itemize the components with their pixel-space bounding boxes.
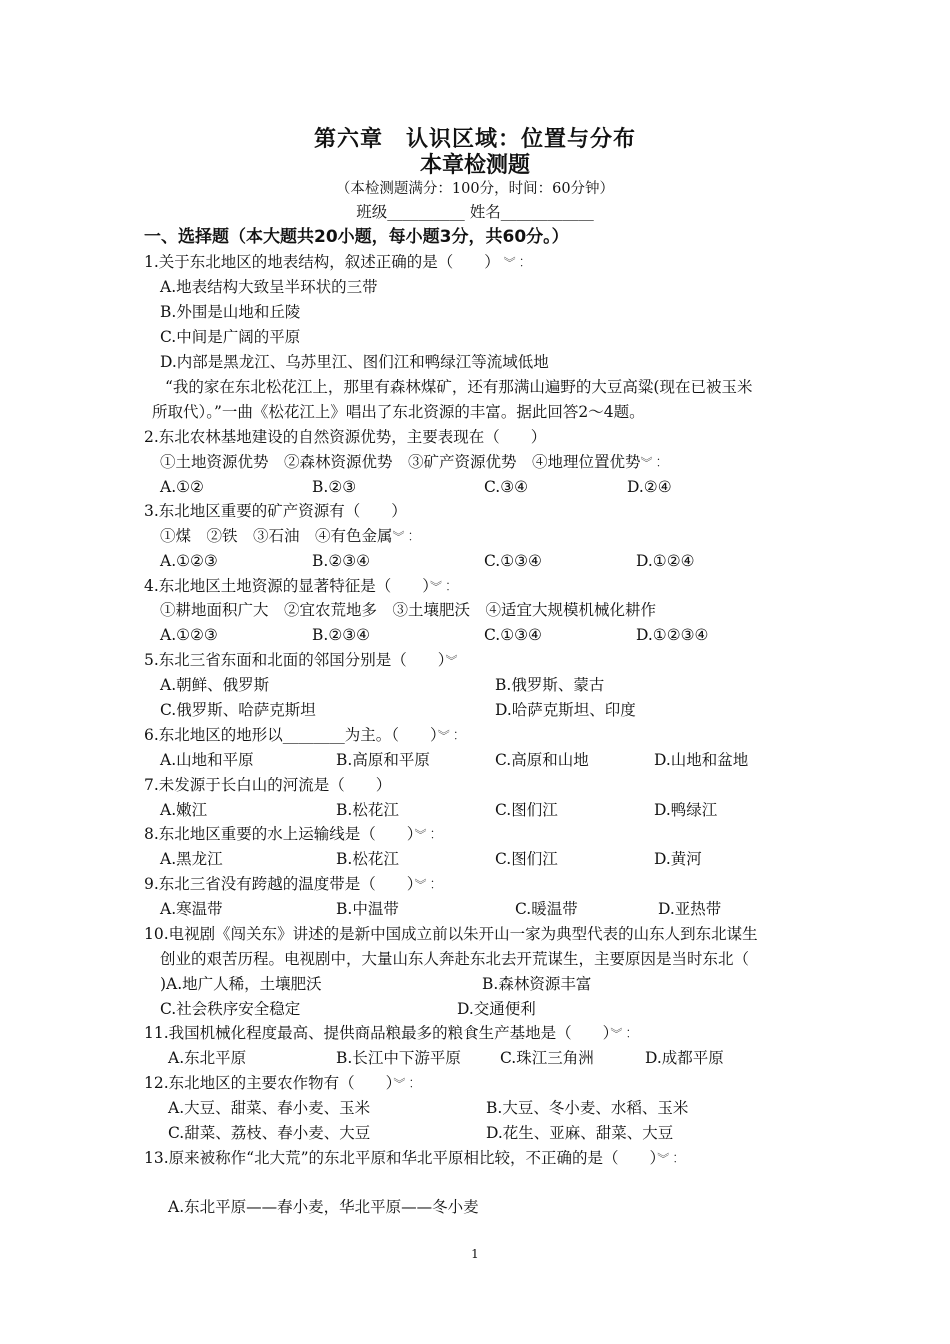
- q10-option-b: B.森林资源丰富: [482, 975, 592, 993]
- q3-option-a: A.①②③: [160, 552, 218, 570]
- q5-option-a: A.朝鲜、俄罗斯: [160, 676, 270, 694]
- question-2: 2.东北农林基地建设的自然资源优势，主要表现在（ ）: [144, 428, 547, 446]
- question-4: 4.东北地区土地资源的显著特征是（ ）︾︰: [144, 577, 455, 595]
- q5-option-d: D.哈萨克斯坦、印度: [495, 701, 636, 719]
- q1-option-b: B.外围是山地和丘陵: [160, 303, 301, 321]
- question-5: 5.东北三省东面和北面的邻国分别是（ ）︾: [144, 651, 458, 669]
- q2-items: ①土地资源优势 ②森林资源优势 ③矿产资源优势 ④地理位置优势︾︰: [160, 453, 665, 471]
- q6-option-a: A.山地和平原: [160, 751, 254, 769]
- question-6: 6.东北地区的地形以________为主。（ ）︾︰: [144, 726, 462, 744]
- q6-option-d: D.山地和盆地: [654, 751, 749, 769]
- q4-option-a: A.①②③: [160, 626, 218, 644]
- q5-option-b: B.俄罗斯、蒙古: [495, 676, 605, 694]
- q2-option-a: A.①②: [160, 478, 204, 496]
- q9-option-b: B.中温带: [336, 900, 399, 918]
- q3-items: ①煤 ②铁 ③石油 ④有色金属︾︰: [160, 527, 417, 545]
- q3-option-c: C.①③④: [484, 552, 542, 570]
- q11-option-b: B.长江中下游平原: [336, 1049, 461, 1067]
- q12-option-b: B.大豆、冬小麦、水稻、玉米: [486, 1099, 689, 1117]
- question-8: 8.东北地区重要的水上运输线是（ ）︾︰: [144, 825, 439, 843]
- q5-option-c: C.俄罗斯、哈萨克斯坦: [160, 701, 316, 719]
- q12-option-a: A.大豆、甜菜、春小麦、玉米: [168, 1099, 371, 1117]
- q8-option-d: D.黄河: [654, 850, 702, 868]
- question-13: 13.原来被称作“北大荒”的东北平原和华北平原相比较，不正确的是（ ）︾︰: [144, 1149, 682, 1167]
- q8-option-b: B.松花江: [336, 850, 399, 868]
- question-1: 1.关于东北地区的地表结构，叙述正确的是（ ） ︾︰: [144, 253, 528, 271]
- q2-option-b: B.②③: [312, 478, 357, 496]
- q13-option-a: A.东北平原——春小麦，华北平原——冬小麦: [168, 1198, 479, 1216]
- question-10-cont: 创业的艰苦历程。电视剧中，大量山东人奔赴东北去开荒谋生，主要原因是当时东北（: [160, 950, 750, 968]
- q7-option-c: C.图们江: [495, 801, 558, 819]
- q4-option-b: B.②③④: [312, 626, 371, 644]
- question-7: 7.未发源于长白山的河流是（ ）: [144, 776, 392, 794]
- passage-line-1: “我的家在东北松花江上，那里有森林煤矿，还有那满山遍野的大豆高粱(现在已被玉米: [165, 378, 753, 396]
- q2-option-c: C.③④: [484, 478, 529, 496]
- question-9: 9.东北三省没有跨越的温度带是（ ）︾︰: [144, 875, 439, 893]
- q11-option-a: A.东北平原: [168, 1049, 247, 1067]
- question-11: 11.我国机械化程度最高、提供商品粮最多的粮食生产基地是（ ）︾︰: [144, 1024, 635, 1042]
- score-note: （本检测题满分：100分，时间：60分钟）: [335, 181, 615, 197]
- q9-option-a: A.寒温带: [160, 900, 223, 918]
- q7-option-a: A.嫩江: [160, 801, 208, 819]
- q11-option-d: D.成都平原: [645, 1049, 724, 1067]
- q12-option-c: C.甜菜、荔枝、春小麦、大豆: [168, 1124, 371, 1142]
- q1-option-c: C.中间是广阔的平原: [160, 328, 301, 346]
- q6-option-b: B.高原和平原: [336, 751, 430, 769]
- q4-option-d: D.①②③④: [636, 626, 709, 644]
- q3-option-d: D.①②④: [636, 552, 695, 570]
- chapter-title: 第六章 认识区域：位置与分布: [313, 127, 636, 152]
- q7-option-b: B.松花江: [336, 801, 399, 819]
- q11-option-c: C.珠江三角洲: [500, 1049, 594, 1067]
- q1-option-a: A.地表结构大致呈半环状的三带: [160, 278, 378, 296]
- q12-option-d: D.花生、亚麻、甜菜、大豆: [486, 1124, 674, 1142]
- q9-option-d: D.亚热带: [658, 900, 722, 918]
- page-number: 1: [471, 1247, 479, 1261]
- class-name-line: 班级__________ 姓名____________: [356, 203, 594, 221]
- q10-option-d: D.交通便利: [457, 1000, 536, 1018]
- question-10: 10.电视剧《闯关东》讲述的是新中国成立前以朱开山一家为典型代表的山东人到东北谋生: [144, 925, 758, 943]
- q1-option-d: D.内部是黑龙江、乌苏里江、图们江和鸭绿江等流域低地: [160, 353, 549, 371]
- test-subtitle: 本章检测题: [419, 153, 530, 178]
- q6-option-c: C.高原和山地: [495, 751, 589, 769]
- section-heading: 一、选择题（本大题共20小题，每小题3分，共60分。）: [144, 227, 569, 247]
- q10-option-c: C.社会秩序安全稳定: [160, 1000, 301, 1018]
- q2-option-d: D.②④: [627, 478, 672, 496]
- q9-option-c: C.暖温带: [515, 900, 578, 918]
- q10-option-a: )A.地广人稀，土壤肥沃: [160, 975, 322, 993]
- q8-option-a: A.黑龙江: [160, 850, 223, 868]
- question-3: 3.东北地区重要的矿产资源有（ ）: [144, 502, 407, 520]
- q8-option-c: C.图们江: [495, 850, 558, 868]
- q4-items: ①耕地面积广大 ②宜农荒地多 ③土壤肥沃 ④适宜大规模机械化耕作: [160, 601, 657, 619]
- question-12: 12.东北地区的主要农作物有（ ）︾︰: [144, 1074, 418, 1092]
- q7-option-d: D.鸭绿江: [654, 801, 718, 819]
- q3-option-b: B.②③④: [312, 552, 371, 570]
- q4-option-c: C.①③④: [484, 626, 542, 644]
- passage-line-2: 所取代）。”一曲《松花江上》唱出了东北资源的丰富。据此回答2～4题。: [152, 403, 645, 421]
